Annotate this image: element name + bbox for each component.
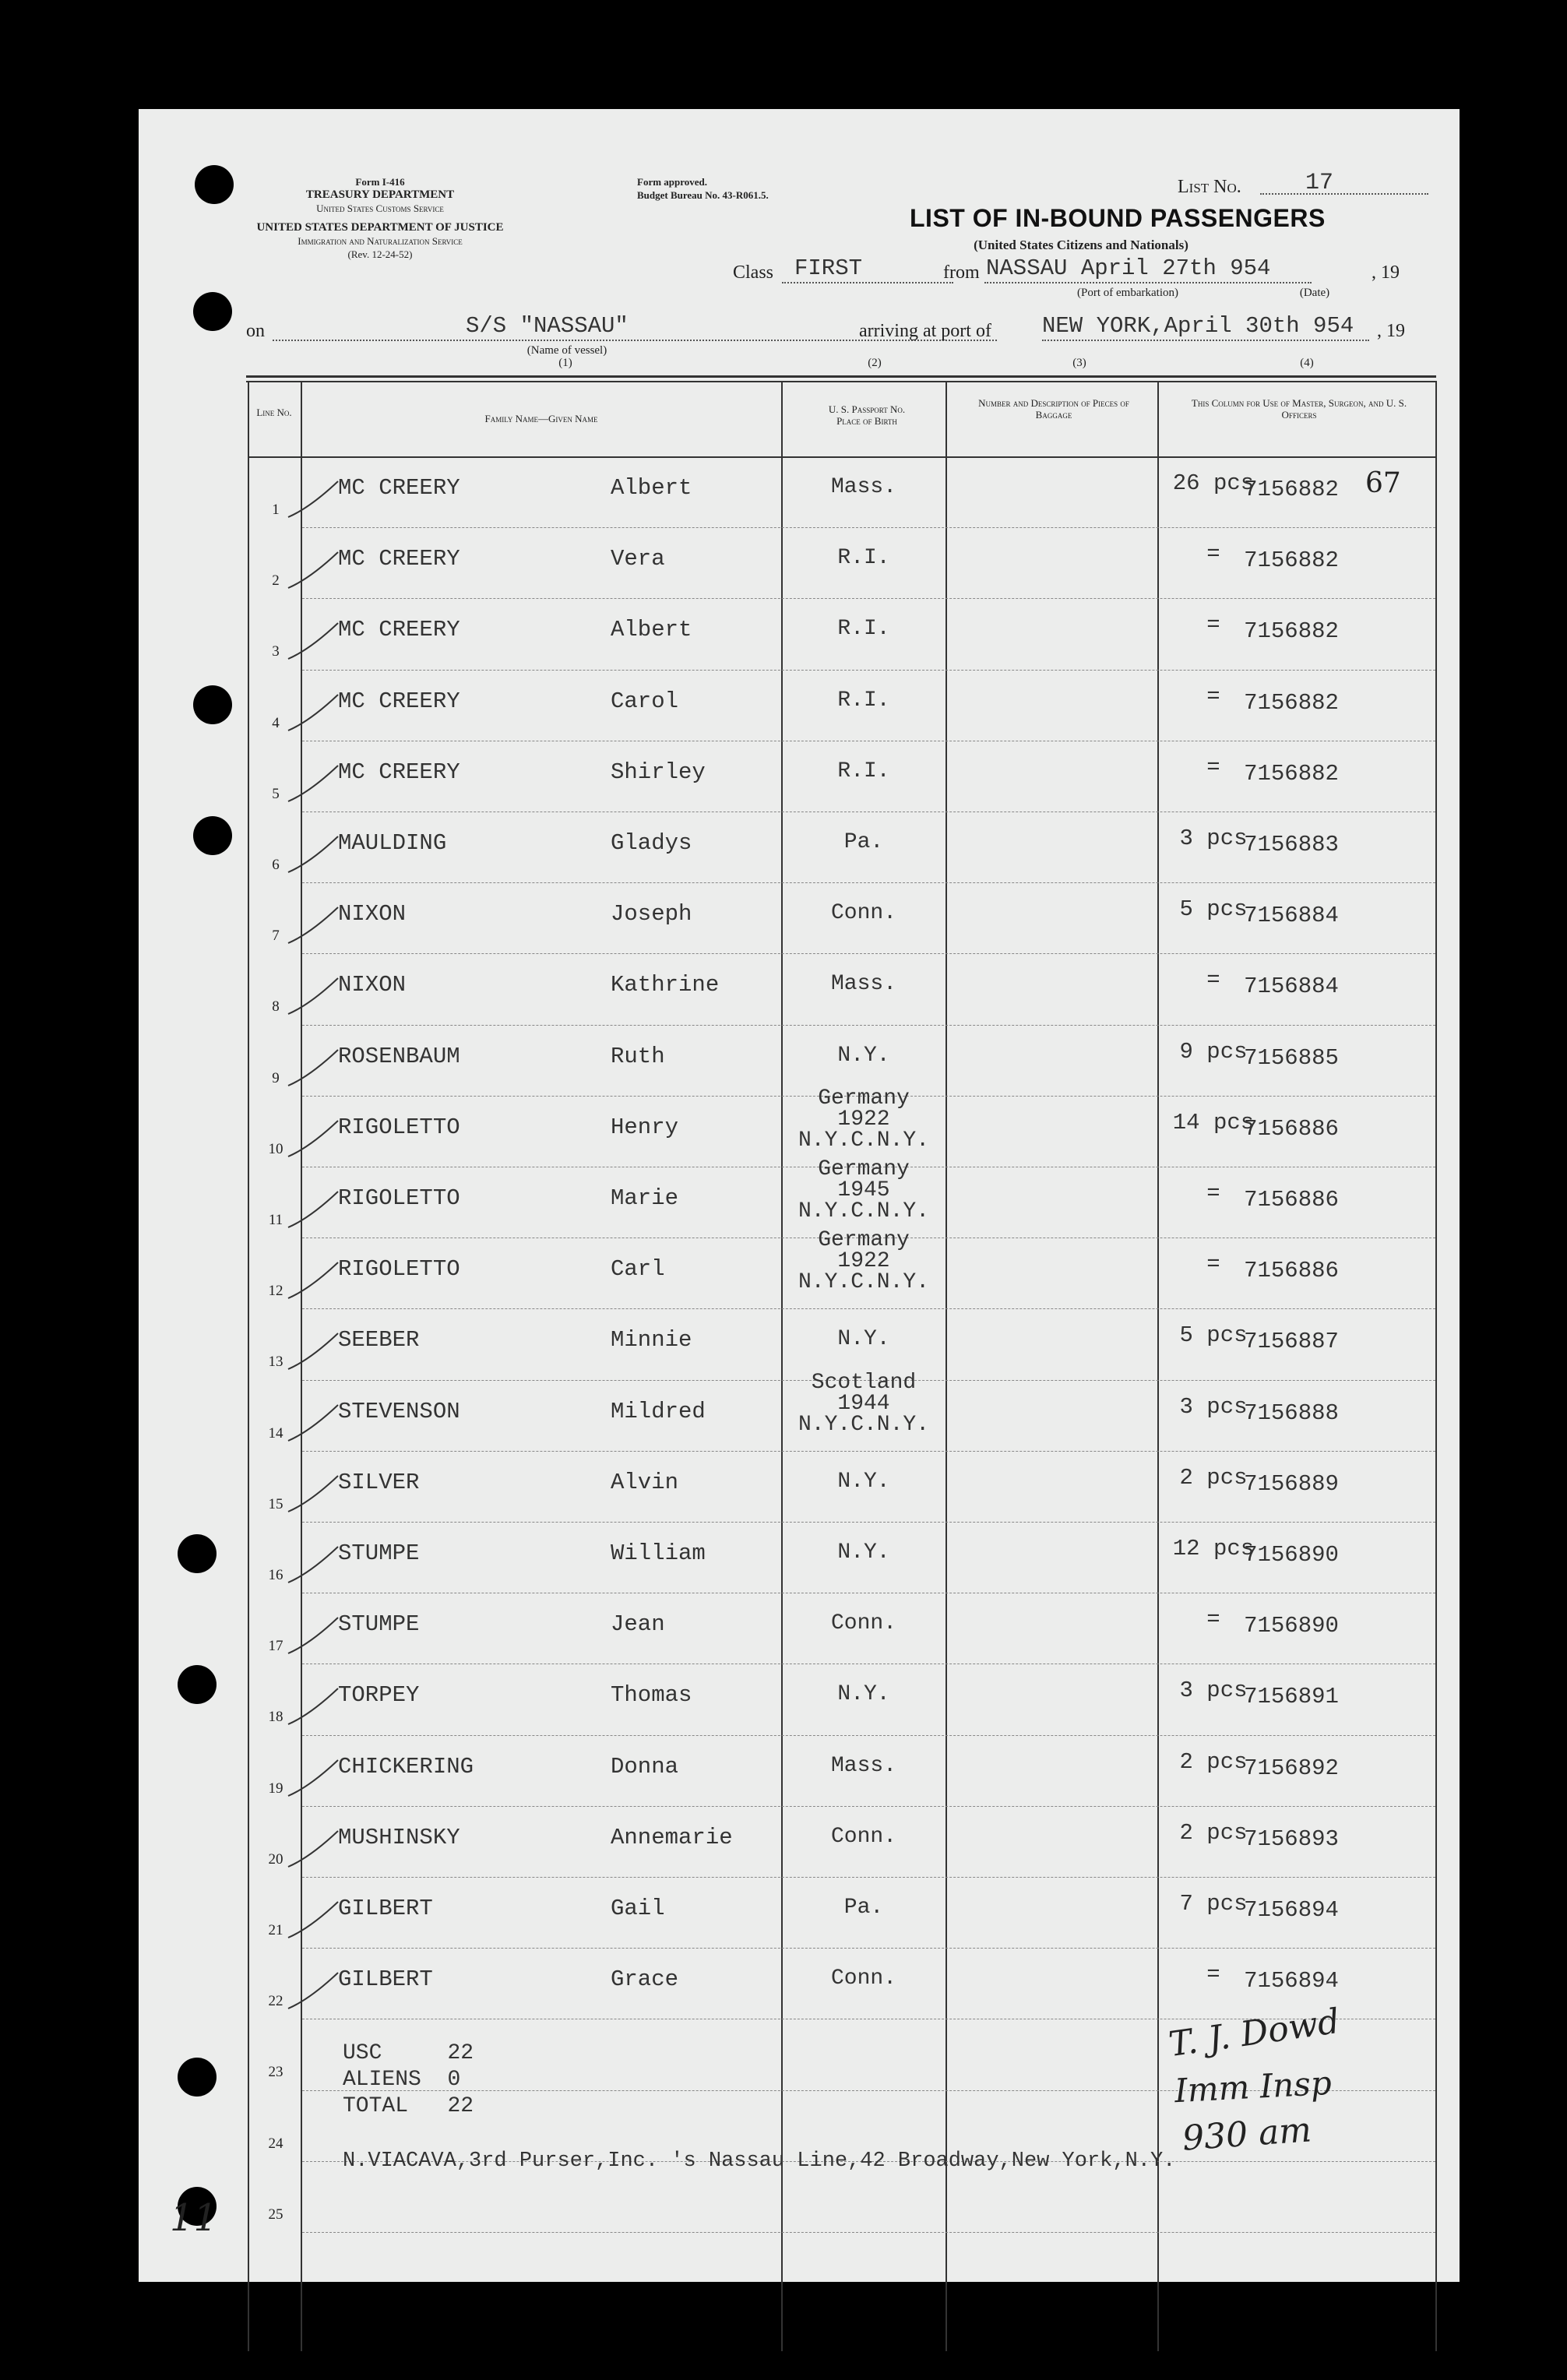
header-officers: This Column for Use of Master, Surgeon, and U. S. Officers bbox=[1191, 397, 1407, 421]
binder-hole bbox=[193, 292, 232, 331]
totals-block bbox=[343, 2040, 474, 2120]
check-mark bbox=[287, 832, 341, 878]
table-top-rule bbox=[246, 375, 1436, 378]
place-of-birth-line: Scotland bbox=[811, 1370, 917, 1395]
check-mark bbox=[287, 1968, 341, 2015]
family-name: MC CREERY bbox=[338, 688, 460, 714]
place-of-birth-line: N.Y.C.N.Y. bbox=[798, 1412, 930, 1437]
baggage-count: = bbox=[1206, 683, 1220, 709]
check-mark bbox=[287, 1329, 341, 1375]
line-number: 18 bbox=[268, 1709, 283, 1726]
line-number: 10 bbox=[268, 1140, 283, 1157]
binder-hole bbox=[178, 2058, 217, 2097]
header-baggage: Number and Description of Pieces of Baggage bbox=[978, 397, 1129, 421]
given-name: Minnie bbox=[611, 1327, 692, 1354]
place-of-birth bbox=[782, 903, 945, 924]
baggage-count: 3 pcs bbox=[1179, 1393, 1248, 1420]
baggage-count: 5 pcs bbox=[1179, 896, 1248, 923]
line-number: 3 bbox=[272, 643, 280, 660]
officer-ref-number: 7156883 bbox=[1244, 832, 1339, 857]
family-name: MAULDING bbox=[338, 830, 447, 856]
baggage-count: 5 pcs bbox=[1179, 1322, 1248, 1349]
place-of-birth-line: N.Y.C.N.Y. bbox=[798, 1199, 930, 1223]
given-name: Gail bbox=[611, 1896, 665, 1921]
check-mark bbox=[287, 1542, 341, 1589]
line-number: 15 bbox=[268, 1495, 283, 1512]
line-number: 12 bbox=[268, 1283, 283, 1300]
check-mark bbox=[287, 1613, 341, 1660]
binder-hole bbox=[193, 685, 232, 724]
aliens-count: 0 bbox=[447, 2068, 461, 2092]
place-of-birth-line: N.Y.C.N.Y. bbox=[798, 1128, 930, 1153]
family-name: CHICKERING bbox=[338, 1753, 474, 1780]
line-number: 14 bbox=[268, 1424, 283, 1442]
line-number: 19 bbox=[268, 1780, 283, 1797]
officer-ref-number: 7156882 bbox=[1244, 689, 1339, 716]
family-name: TORPEY bbox=[338, 1682, 420, 1709]
line-number: 7 bbox=[272, 928, 280, 945]
arriving-label: arriving at port of bbox=[859, 321, 991, 341]
family-name: NIXON bbox=[338, 901, 407, 928]
total-count: 22 bbox=[447, 2094, 474, 2118]
officer-ref-number: 7156891 bbox=[1244, 1684, 1339, 1710]
from-line bbox=[984, 282, 1312, 283]
baggage-count: 7 pcs bbox=[1179, 1891, 1248, 1917]
officer-ref-number: 7156894 bbox=[1244, 1897, 1339, 1923]
customs-service: United States Customs Service bbox=[316, 202, 444, 214]
baggage-count: = bbox=[1206, 967, 1220, 994]
binder-hole bbox=[195, 165, 234, 204]
check-mark bbox=[287, 1116, 341, 1163]
revision-date: (Rev. 12-24-52) bbox=[347, 248, 413, 260]
check-mark bbox=[287, 1258, 341, 1304]
place-of-birth bbox=[782, 1542, 945, 1563]
check-mark bbox=[287, 1755, 341, 1802]
officer-note: 67 bbox=[1365, 467, 1401, 499]
check-mark bbox=[287, 1684, 341, 1730]
arrival-year-suffix: , 19 bbox=[1377, 321, 1405, 341]
given-name: Vera bbox=[611, 546, 665, 572]
from-year-suffix: , 19 bbox=[1372, 262, 1400, 283]
col-num-3: (3) bbox=[1072, 357, 1086, 369]
family-name: GILBERT bbox=[338, 1966, 433, 1993]
given-name: Donna bbox=[611, 1753, 679, 1780]
place-of-birth bbox=[782, 1230, 945, 1293]
baggage-count: = bbox=[1206, 1181, 1220, 1206]
family-name: SEEBER bbox=[338, 1327, 420, 1354]
vessel-value: S/S "NASSAU" bbox=[466, 313, 629, 339]
line-number: 13 bbox=[268, 1354, 283, 1371]
row-separator bbox=[302, 2232, 1435, 2233]
table-top-rule-2 bbox=[246, 381, 1436, 382]
place-of-birth-line: N.Y. bbox=[837, 1469, 890, 1494]
check-mark bbox=[287, 1826, 341, 1873]
form-subtitle: (United States Citizens and Nationals) bbox=[974, 238, 1188, 252]
place-of-birth-line: Conn. bbox=[830, 1966, 896, 1991]
treasury-dept: TREASURY DEPARTMENT bbox=[305, 188, 455, 201]
check-mark bbox=[287, 477, 341, 523]
check-mark bbox=[287, 618, 341, 665]
family-name: GILBERT bbox=[338, 1896, 433, 1921]
purser-line: N.VIACAVA,3rd Purser,Inc. 's Nassau Line,42 Broadway,New York,N.Y. bbox=[343, 2149, 1176, 2173]
check-mark bbox=[287, 547, 341, 594]
line-number: 4 bbox=[272, 714, 280, 731]
officer-ref-number: 7156892 bbox=[1244, 1755, 1339, 1781]
line-number: 22 bbox=[268, 1993, 283, 2010]
place-of-birth-line: N.Y. bbox=[837, 1540, 890, 1565]
place-of-birth-line: Mass. bbox=[830, 1753, 896, 1778]
from-label: from bbox=[943, 262, 980, 283]
list-no-line bbox=[1260, 193, 1428, 195]
line-number: 11 bbox=[268, 1212, 283, 1228]
place-of-birth bbox=[782, 1826, 945, 1847]
officer-ref-number: 7156890 bbox=[1244, 1613, 1339, 1639]
family-name: STUMPE bbox=[338, 1611, 420, 1638]
agency-block bbox=[240, 175, 520, 261]
officer-ref-number: 7156882 bbox=[1244, 547, 1339, 574]
place-of-birth-line: Conn. bbox=[830, 1611, 896, 1636]
place-of-birth bbox=[782, 1088, 945, 1151]
officer-ref-number: 7156885 bbox=[1244, 1044, 1339, 1071]
given-name: Annemarie bbox=[611, 1824, 733, 1850]
given-name: Kathrine bbox=[611, 972, 720, 998]
given-name: Henry bbox=[611, 1114, 679, 1140]
given-name: Grace bbox=[611, 1966, 679, 1993]
officer-ref-number: 7156888 bbox=[1244, 1399, 1339, 1426]
place-of-birth-line: Pa. bbox=[843, 1896, 884, 1920]
place-of-birth bbox=[782, 1684, 945, 1705]
given-name: Shirley bbox=[611, 759, 706, 785]
place-of-birth bbox=[782, 761, 945, 782]
place-of-birth bbox=[782, 832, 945, 853]
baggage-count: 3 pcs bbox=[1179, 826, 1248, 851]
given-name: Thomas bbox=[611, 1682, 692, 1709]
place-of-birth bbox=[782, 547, 945, 569]
binder-hole bbox=[193, 816, 232, 855]
baggage-count: = bbox=[1206, 754, 1220, 780]
officer-ref-number: 7156886 bbox=[1244, 1115, 1339, 1142]
place-of-birth-line: Pa. bbox=[843, 830, 884, 854]
officer-ref-number: 7156882 bbox=[1244, 618, 1339, 645]
table-right-rule bbox=[1435, 381, 1437, 2351]
line-number: 8 bbox=[272, 998, 280, 1016]
arrival-line bbox=[1042, 340, 1369, 341]
check-mark bbox=[287, 1045, 341, 1092]
place-of-birth-line: N.Y. bbox=[837, 1682, 890, 1707]
place-of-birth bbox=[782, 1372, 945, 1435]
officer-ref-number: 7156890 bbox=[1244, 1542, 1339, 1568]
given-name: Albert bbox=[611, 617, 692, 643]
baggage-count: 9 pcs bbox=[1179, 1038, 1248, 1065]
family-name: MC CREERY bbox=[338, 759, 460, 785]
family-name: NIXON bbox=[338, 972, 407, 998]
class-value: FIRST bbox=[794, 255, 863, 281]
form-title: LIST OF IN-BOUND PASSENGERS bbox=[910, 204, 1326, 232]
place-of-birth bbox=[782, 617, 945, 642]
inspector-title: Imm Insp bbox=[1173, 2063, 1333, 2111]
place-of-birth-line: N.Y. bbox=[837, 1327, 890, 1352]
line-number: 17 bbox=[268, 1638, 283, 1655]
baggage-count: 12 pcs bbox=[1172, 1536, 1255, 1561]
immigration-service: Immigration and Naturalization Service bbox=[298, 235, 463, 247]
baggage-count: = bbox=[1206, 541, 1220, 568]
place-of-birth-line: Mass. bbox=[830, 972, 896, 997]
given-name: Ruth bbox=[611, 1043, 665, 1069]
form-number: Form I-416 bbox=[355, 176, 405, 188]
place-of-birth bbox=[782, 1045, 945, 1066]
col-num-4: (4) bbox=[1300, 357, 1314, 369]
officer-ref-number: 7156886 bbox=[1244, 1258, 1339, 1284]
place-of-birth bbox=[782, 1159, 945, 1222]
officer-ref-number: 7156882 bbox=[1244, 760, 1339, 787]
check-mark bbox=[287, 973, 341, 1020]
binder-hole bbox=[178, 1665, 217, 1704]
family-name: ROSENBAUM bbox=[338, 1043, 460, 1069]
check-mark bbox=[287, 1471, 341, 1518]
place-of-birth-line: 1922 bbox=[837, 1107, 890, 1132]
officer-ref-number: 7156887 bbox=[1244, 1329, 1339, 1355]
family-name: RIGOLETTO bbox=[338, 1114, 460, 1140]
given-name: Joseph bbox=[611, 901, 692, 928]
place-of-birth bbox=[782, 1897, 945, 1918]
baggage-count: = bbox=[1206, 1607, 1220, 1633]
given-name: Carol bbox=[611, 688, 679, 714]
family-name: MC CREERY bbox=[338, 546, 460, 572]
line-number: 23 bbox=[268, 2064, 283, 2081]
usc-count: 22 bbox=[447, 2041, 474, 2065]
list-no-label: List No. bbox=[1178, 177, 1241, 197]
baggage-count: = bbox=[1206, 1962, 1220, 1988]
place-of-birth-line: 1945 bbox=[837, 1178, 890, 1202]
baggage-count: 2 pcs bbox=[1179, 1748, 1248, 1775]
place-of-birth bbox=[782, 973, 945, 995]
place-of-birth bbox=[782, 1329, 945, 1350]
form-page bbox=[139, 109, 1460, 2282]
check-mark bbox=[287, 1400, 341, 1447]
binder-hole bbox=[178, 1534, 217, 1573]
baggage-count: = bbox=[1206, 1252, 1220, 1278]
aliens-label: ALIENS bbox=[343, 2068, 421, 2092]
family-name: RIGOLETTO bbox=[338, 1256, 460, 1283]
given-name: Alvin bbox=[611, 1469, 679, 1495]
vessel-caption: (Name of vessel) bbox=[526, 344, 607, 357]
baggage-count: 14 pcs bbox=[1172, 1109, 1255, 1135]
date-caption: (Date) bbox=[1299, 287, 1330, 299]
line-number: 6 bbox=[272, 857, 280, 873]
on-label: on bbox=[246, 321, 265, 341]
line-number: 5 bbox=[272, 785, 280, 802]
place-of-birth-line: Mass. bbox=[830, 475, 896, 499]
given-name: Marie bbox=[611, 1185, 679, 1211]
given-name: Carl bbox=[611, 1256, 665, 1283]
baggage-count: 2 pcs bbox=[1179, 1819, 1248, 1846]
given-name: William bbox=[611, 1540, 706, 1566]
place-of-birth-line: Conn. bbox=[830, 1824, 896, 1849]
line-number: 24 bbox=[268, 2135, 283, 2152]
given-name: Mildred bbox=[611, 1398, 706, 1424]
officer-ref-number: 7156882 bbox=[1244, 477, 1339, 502]
officer-ref-number: 7156893 bbox=[1244, 1825, 1339, 1852]
inspection-time: 930 am bbox=[1181, 2110, 1313, 2159]
given-name: Albert bbox=[611, 475, 692, 501]
officer-ref-number: 7156889 bbox=[1244, 1470, 1339, 1497]
col-num-2: (2) bbox=[868, 357, 882, 369]
place-of-birth bbox=[782, 1613, 945, 1634]
place-of-birth-line: Germany bbox=[818, 1228, 910, 1253]
baggage-count: = bbox=[1206, 612, 1220, 639]
family-name: RIGOLETTO bbox=[338, 1185, 460, 1211]
place-of-birth bbox=[782, 1755, 945, 1776]
officer-ref-number: 7156886 bbox=[1244, 1187, 1339, 1213]
baggage-count: 3 pcs bbox=[1179, 1678, 1248, 1704]
place-of-birth bbox=[782, 1968, 945, 1989]
officer-ref-number: 7156894 bbox=[1244, 1968, 1339, 1994]
place-of-birth-line: R.I. bbox=[837, 617, 890, 642]
place-of-birth-line: Germany bbox=[818, 1157, 910, 1181]
officer-ref-number: 7156884 bbox=[1244, 973, 1339, 1000]
list-no-value: 17 bbox=[1305, 170, 1334, 196]
header-passport: U. S. Passport No. Place of Birth bbox=[828, 403, 906, 427]
check-mark bbox=[287, 761, 341, 808]
place-of-birth-line: 1922 bbox=[837, 1249, 890, 1274]
place-of-birth-line: R.I. bbox=[837, 688, 890, 713]
class-line bbox=[782, 282, 953, 283]
check-mark bbox=[287, 690, 341, 737]
table-left-rule bbox=[248, 381, 249, 2351]
place-of-birth-line: Conn. bbox=[830, 901, 896, 926]
family-name: MUSHINSKY bbox=[338, 1824, 460, 1850]
check-mark bbox=[287, 903, 341, 949]
place-of-birth-line: N.Y.C.N.Y. bbox=[798, 1270, 930, 1295]
line-number: 9 bbox=[272, 1069, 280, 1086]
line-number: 25 bbox=[268, 2206, 283, 2223]
approval-block bbox=[637, 175, 824, 202]
family-name: STUMPE bbox=[338, 1540, 420, 1566]
officer-ref-number: 7156884 bbox=[1244, 903, 1339, 929]
check-mark bbox=[287, 1187, 341, 1234]
form-approved: Form approved. bbox=[637, 176, 708, 188]
baggage-count: 2 pcs bbox=[1179, 1464, 1248, 1491]
place-of-birth bbox=[782, 1471, 945, 1492]
place-of-birth bbox=[782, 690, 945, 711]
family-name: SILVER bbox=[338, 1469, 420, 1495]
line-number: 1 bbox=[272, 502, 280, 518]
place-of-birth bbox=[782, 477, 945, 498]
place-of-birth-line: Germany bbox=[818, 1086, 910, 1111]
header-name: Family Name—Given Name bbox=[484, 413, 598, 424]
arrival-value: NEW YORK,April 30th 954 bbox=[1042, 313, 1354, 339]
place-of-birth-line: N.Y. bbox=[837, 1043, 890, 1068]
usc-label: USC bbox=[343, 2041, 382, 2065]
embarkation-caption: (Port of embarkation) bbox=[1077, 287, 1178, 299]
given-name: Jean bbox=[611, 1611, 665, 1638]
header-line-no: Line No. bbox=[256, 407, 292, 418]
budget-bureau: Budget Bureau No. 43-R061.5. bbox=[637, 189, 769, 201]
embarkation-value: NASSAU April 27th 954 bbox=[986, 255, 1271, 281]
family-name: MC CREERY bbox=[338, 475, 460, 501]
check-mark bbox=[287, 1897, 341, 1944]
baggage-count: 26 pcs bbox=[1172, 470, 1255, 496]
place-of-birth-line: R.I. bbox=[837, 759, 890, 783]
place-of-birth-line: R.I. bbox=[837, 546, 890, 571]
place-of-birth-line: 1944 bbox=[837, 1391, 890, 1416]
line-number: 2 bbox=[272, 572, 280, 590]
total-label: TOTAL bbox=[343, 2094, 409, 2118]
col-num-1: (1) bbox=[558, 357, 572, 369]
margin-mark: 11 bbox=[170, 2196, 218, 2240]
line-number: 21 bbox=[268, 1922, 283, 1938]
family-name: STEVENSON bbox=[338, 1398, 460, 1424]
inspector-signature: T. J. Dowd bbox=[1166, 2001, 1343, 2065]
class-label: Class bbox=[733, 262, 774, 283]
given-name: Gladys bbox=[611, 830, 692, 856]
family-name: MC CREERY bbox=[338, 617, 460, 643]
line-number: 16 bbox=[268, 1567, 283, 1583]
justice-dept: UNITED STATES DEPARTMENT OF JUSTICE bbox=[256, 221, 504, 234]
line-number: 20 bbox=[268, 1850, 283, 1868]
